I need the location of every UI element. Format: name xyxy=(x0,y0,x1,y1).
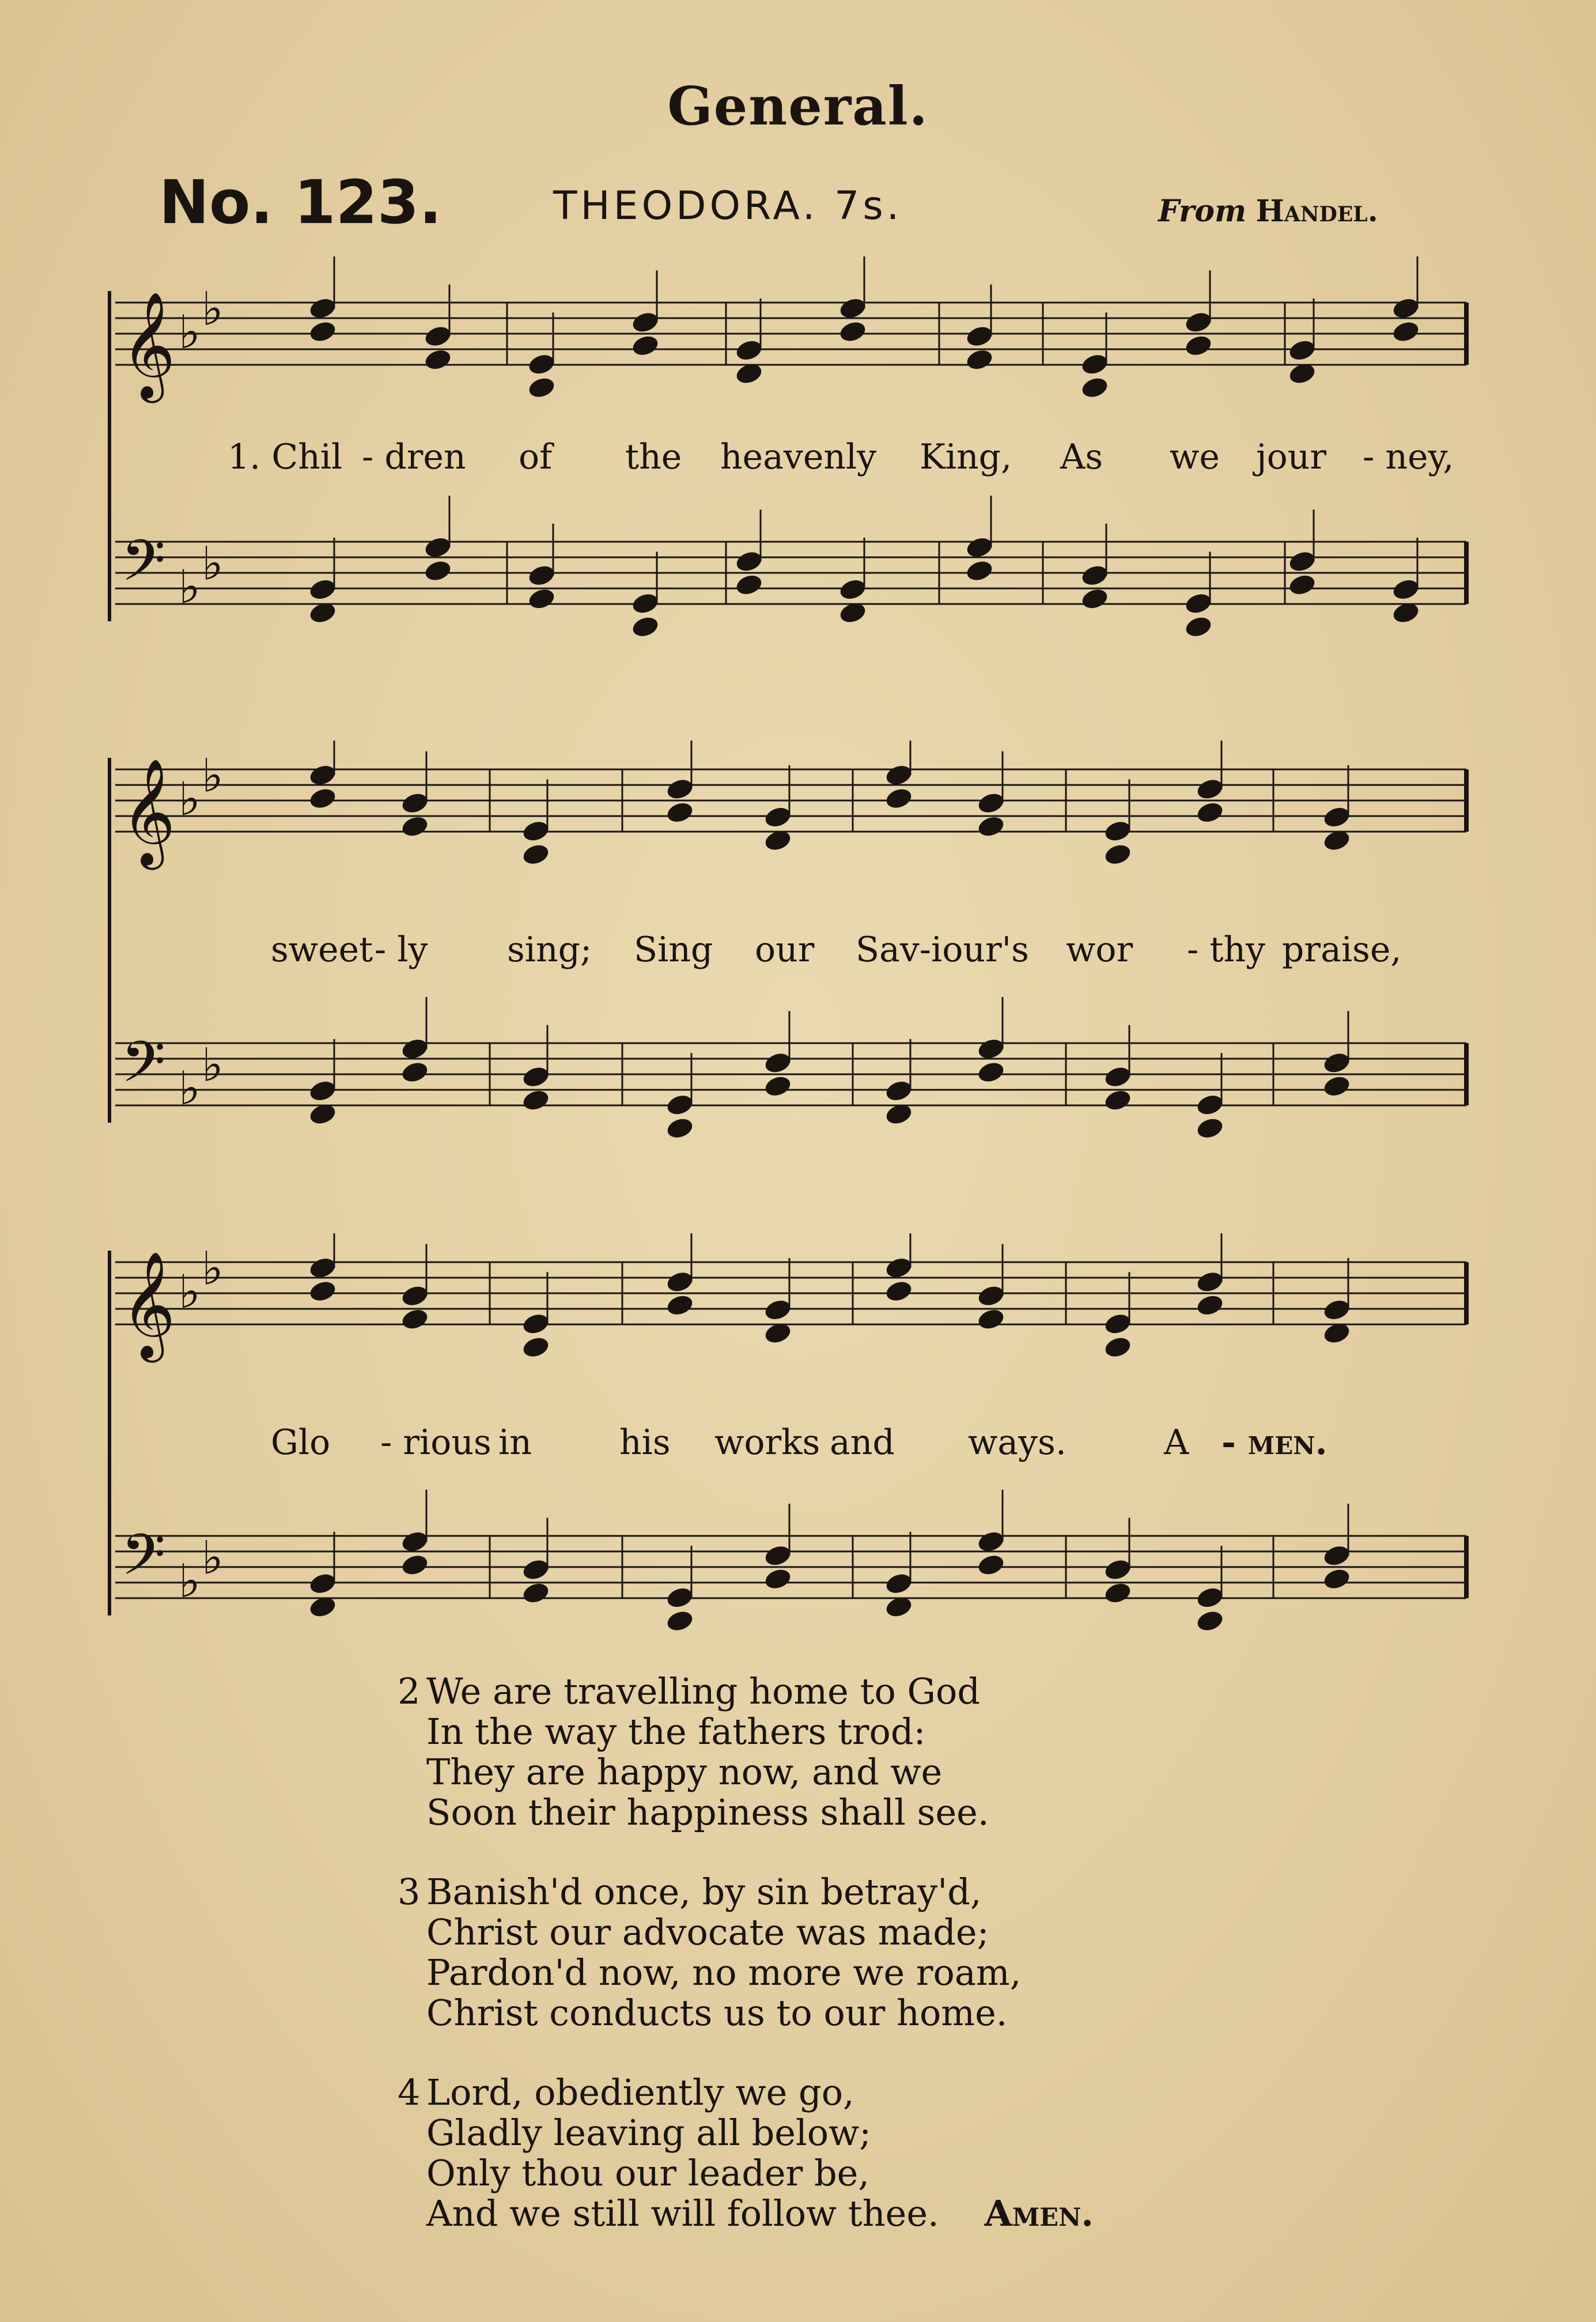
notehead xyxy=(1183,310,1213,335)
notehead xyxy=(521,819,551,844)
verse-line: Pardon'd now, no more we roam, xyxy=(426,1951,1022,1993)
verse-number: 4 xyxy=(398,2071,421,2113)
notehead xyxy=(838,577,868,602)
lyric-syllable: Glo xyxy=(271,1422,331,1463)
composer-credit xyxy=(1158,194,1378,229)
notehead xyxy=(1287,549,1317,574)
notehead xyxy=(1080,563,1110,588)
notehead xyxy=(400,1283,430,1308)
notehead xyxy=(763,1051,793,1075)
music-system-3 xyxy=(0,1233,1596,1671)
notehead xyxy=(308,762,338,787)
notehead xyxy=(1183,333,1213,358)
flat-icon: ♭ xyxy=(202,1241,224,1296)
notehead xyxy=(423,558,453,583)
notehead xyxy=(665,1609,695,1633)
lyric-syllable: the xyxy=(625,437,682,477)
flat-icon: ♭ xyxy=(179,1062,201,1115)
notehead xyxy=(1183,614,1213,639)
notehead xyxy=(400,1553,430,1577)
notehead xyxy=(630,333,660,358)
notehead xyxy=(308,577,338,602)
verse-line: In the way the fathers trod: xyxy=(426,1711,926,1753)
notehead xyxy=(884,1571,914,1596)
lyric-syllable: - dren xyxy=(362,437,466,477)
notehead xyxy=(1080,352,1110,377)
verse-line: Banish'd once, by sin betray'd, xyxy=(426,1871,982,1913)
notehead xyxy=(665,1585,695,1610)
notehead xyxy=(521,1557,551,1582)
notehead xyxy=(308,1255,338,1280)
treble-clef-icon: 𝄞 xyxy=(121,757,176,865)
notehead xyxy=(400,1307,430,1331)
flat-icon: ♭ xyxy=(179,1265,201,1319)
notehead xyxy=(976,1553,1006,1577)
notehead xyxy=(665,800,695,825)
notehead xyxy=(763,1074,793,1098)
tune-name: THEODORA. 7s. xyxy=(553,183,903,229)
notehead xyxy=(1322,1051,1352,1075)
notehead xyxy=(1103,842,1133,867)
lyric-syllable: - men. xyxy=(1221,1422,1328,1463)
notehead xyxy=(976,814,1006,839)
verse-line: Soon their happiness shall see. xyxy=(426,1791,989,1833)
flat-icon: ♭ xyxy=(202,749,224,803)
notehead xyxy=(527,352,557,377)
lyric-syllable: A xyxy=(1164,1422,1189,1463)
notehead xyxy=(763,1566,793,1591)
lyric-syllable: our xyxy=(755,930,815,970)
notehead xyxy=(1322,1566,1352,1591)
notehead xyxy=(308,1078,338,1103)
lyric-syllable: - ly xyxy=(375,930,428,970)
notehead xyxy=(308,296,338,320)
notehead xyxy=(423,535,453,560)
notehead xyxy=(521,1312,551,1336)
flat-icon: ♭ xyxy=(179,560,201,614)
verse-2 xyxy=(398,1670,1094,1833)
notehead xyxy=(665,1293,695,1317)
notehead xyxy=(1103,1580,1133,1605)
notehead xyxy=(1080,586,1110,611)
notehead xyxy=(965,324,994,349)
notehead xyxy=(423,347,453,372)
notehead xyxy=(308,1279,338,1304)
notehead xyxy=(1183,591,1213,616)
notehead xyxy=(527,563,557,588)
notehead xyxy=(400,1060,430,1085)
notehead xyxy=(400,814,430,839)
notehead xyxy=(1322,805,1352,829)
notehead xyxy=(884,786,914,811)
notehead xyxy=(884,1078,914,1103)
notehead xyxy=(1080,375,1110,400)
treble-clef-icon: 𝄞 xyxy=(121,1250,176,1358)
notehead xyxy=(884,1255,914,1280)
lyric-syllable: works xyxy=(714,1422,820,1463)
notehead xyxy=(734,338,764,363)
notehead xyxy=(884,1279,914,1304)
verse-line: Gladly leaving all below; xyxy=(426,2112,872,2154)
notehead xyxy=(423,324,453,349)
lyric-syllable: we xyxy=(1170,437,1220,477)
lyric-syllable: sweet xyxy=(271,930,373,970)
notehead xyxy=(1195,800,1225,825)
notehead xyxy=(1103,1064,1133,1089)
flat-icon: ♭ xyxy=(202,1038,224,1092)
notehead xyxy=(1103,819,1133,844)
composer-name: Handel. xyxy=(1255,194,1378,229)
notehead xyxy=(1195,1609,1225,1633)
notehead xyxy=(965,347,994,372)
notehead xyxy=(1322,1543,1352,1568)
notehead xyxy=(763,1297,793,1322)
notehead xyxy=(1391,296,1421,320)
section-title: General. xyxy=(667,75,929,137)
verse-line: We are travelling home to God xyxy=(426,1670,981,1712)
flat-icon: ♭ xyxy=(202,537,224,591)
hymn-number: No. 123. xyxy=(159,167,442,237)
notehead xyxy=(1103,1312,1133,1336)
flat-icon: ♭ xyxy=(202,282,224,336)
lyric-syllable: in xyxy=(498,1422,532,1463)
lyric-syllable: of xyxy=(519,437,553,477)
notehead xyxy=(665,1116,695,1141)
notehead xyxy=(308,319,338,344)
notehead xyxy=(630,614,660,639)
notehead xyxy=(1195,1093,1225,1117)
notehead xyxy=(400,1529,430,1554)
notehead xyxy=(665,1093,695,1117)
notehead xyxy=(1195,777,1225,802)
notehead xyxy=(527,586,557,611)
notehead xyxy=(521,1064,551,1089)
notehead xyxy=(1195,1116,1225,1141)
notehead xyxy=(521,1088,551,1112)
notehead xyxy=(527,375,557,400)
lyric-syllable: wor xyxy=(1066,930,1133,970)
lyric-syllable: King, xyxy=(920,437,1012,477)
notehead xyxy=(976,1529,1006,1554)
music-system-1 xyxy=(0,254,1596,680)
notehead xyxy=(763,1543,793,1568)
verse-line: They are happy now, and we xyxy=(426,1751,943,1793)
amen-text: Amen. xyxy=(984,2192,1094,2234)
notehead xyxy=(665,1270,695,1294)
notehead xyxy=(884,762,914,787)
lyric-syllable: - rious xyxy=(380,1422,491,1463)
verse-line: Christ conducts us to our home. xyxy=(426,1992,1008,2034)
flat-icon: ♭ xyxy=(179,772,201,826)
music-system-2 xyxy=(0,741,1596,1179)
bass-clef-icon: 𝄢 xyxy=(121,528,166,608)
additional-verses xyxy=(398,1670,1094,2273)
notehead xyxy=(400,791,430,815)
notehead xyxy=(1195,1270,1225,1294)
verse-number: 3 xyxy=(398,1871,421,1913)
notehead xyxy=(1195,1293,1225,1317)
notehead xyxy=(1103,1335,1133,1360)
notehead xyxy=(1287,338,1317,363)
lyric-syllable: his xyxy=(619,1422,671,1463)
notehead xyxy=(630,310,660,335)
composer-prefix: From xyxy=(1158,194,1247,229)
verse-number: 2 xyxy=(398,1670,421,1712)
lyric-syllable: 1. Chil xyxy=(228,437,343,477)
lyric-syllable: - ney, xyxy=(1363,437,1454,477)
notehead xyxy=(400,1036,430,1061)
lyric-syllable: and xyxy=(830,1422,895,1463)
notehead xyxy=(1322,1297,1352,1322)
lyric-syllable: As xyxy=(1060,437,1103,477)
flat-icon: ♭ xyxy=(179,305,201,359)
notehead xyxy=(1103,1088,1133,1112)
lyric-syllable: heavenly xyxy=(720,437,877,477)
notehead xyxy=(521,1335,551,1360)
notehead xyxy=(838,296,868,320)
notehead xyxy=(1322,1074,1352,1098)
notehead xyxy=(965,558,994,583)
flat-icon: ♭ xyxy=(179,1554,201,1608)
notehead xyxy=(1287,572,1317,597)
notehead xyxy=(976,1283,1006,1308)
notehead xyxy=(1103,1557,1133,1582)
verse-line-text: And we still will follow thee. xyxy=(426,2192,939,2234)
lyric-syllable: praise, xyxy=(1282,930,1402,970)
notehead xyxy=(1391,319,1421,344)
notehead xyxy=(308,1571,338,1596)
notehead xyxy=(1195,1585,1225,1610)
notehead xyxy=(976,1060,1006,1085)
verse-line: Only thou our leader be, xyxy=(426,2152,870,2194)
notehead xyxy=(1391,577,1421,602)
bass-clef-icon: 𝄢 xyxy=(121,1029,166,1109)
notehead xyxy=(308,786,338,811)
verse-line xyxy=(426,2193,1094,2234)
notehead xyxy=(665,777,695,802)
lyric-syllable: - thy xyxy=(1187,930,1265,970)
notehead xyxy=(976,791,1006,815)
notehead xyxy=(976,1036,1006,1061)
notehead xyxy=(630,591,660,616)
flat-icon: ♭ xyxy=(202,1531,224,1585)
lyric-syllable: Sing xyxy=(634,930,713,970)
verse-3 xyxy=(398,1871,1094,2034)
notehead xyxy=(521,1580,551,1605)
verse-line: Christ our advocate was made; xyxy=(426,1911,989,1953)
notehead xyxy=(763,805,793,829)
treble-clef-icon: 𝄞 xyxy=(121,290,176,398)
lyric-syllable: Sav-iour's xyxy=(856,930,1029,970)
lyric-syllable: sing; xyxy=(507,930,592,970)
lyric-syllable: jour xyxy=(1256,437,1327,477)
notehead xyxy=(734,572,764,597)
notehead xyxy=(521,842,551,867)
verse-line: Lord, obediently we go, xyxy=(426,2071,854,2113)
lyric-syllable: ways. xyxy=(968,1422,1066,1463)
notehead xyxy=(838,319,868,344)
notehead xyxy=(734,549,764,574)
verse-4 xyxy=(398,2071,1094,2234)
notehead xyxy=(976,1307,1006,1331)
notehead xyxy=(965,535,994,560)
bass-clef-icon: 𝄢 xyxy=(121,1522,166,1602)
